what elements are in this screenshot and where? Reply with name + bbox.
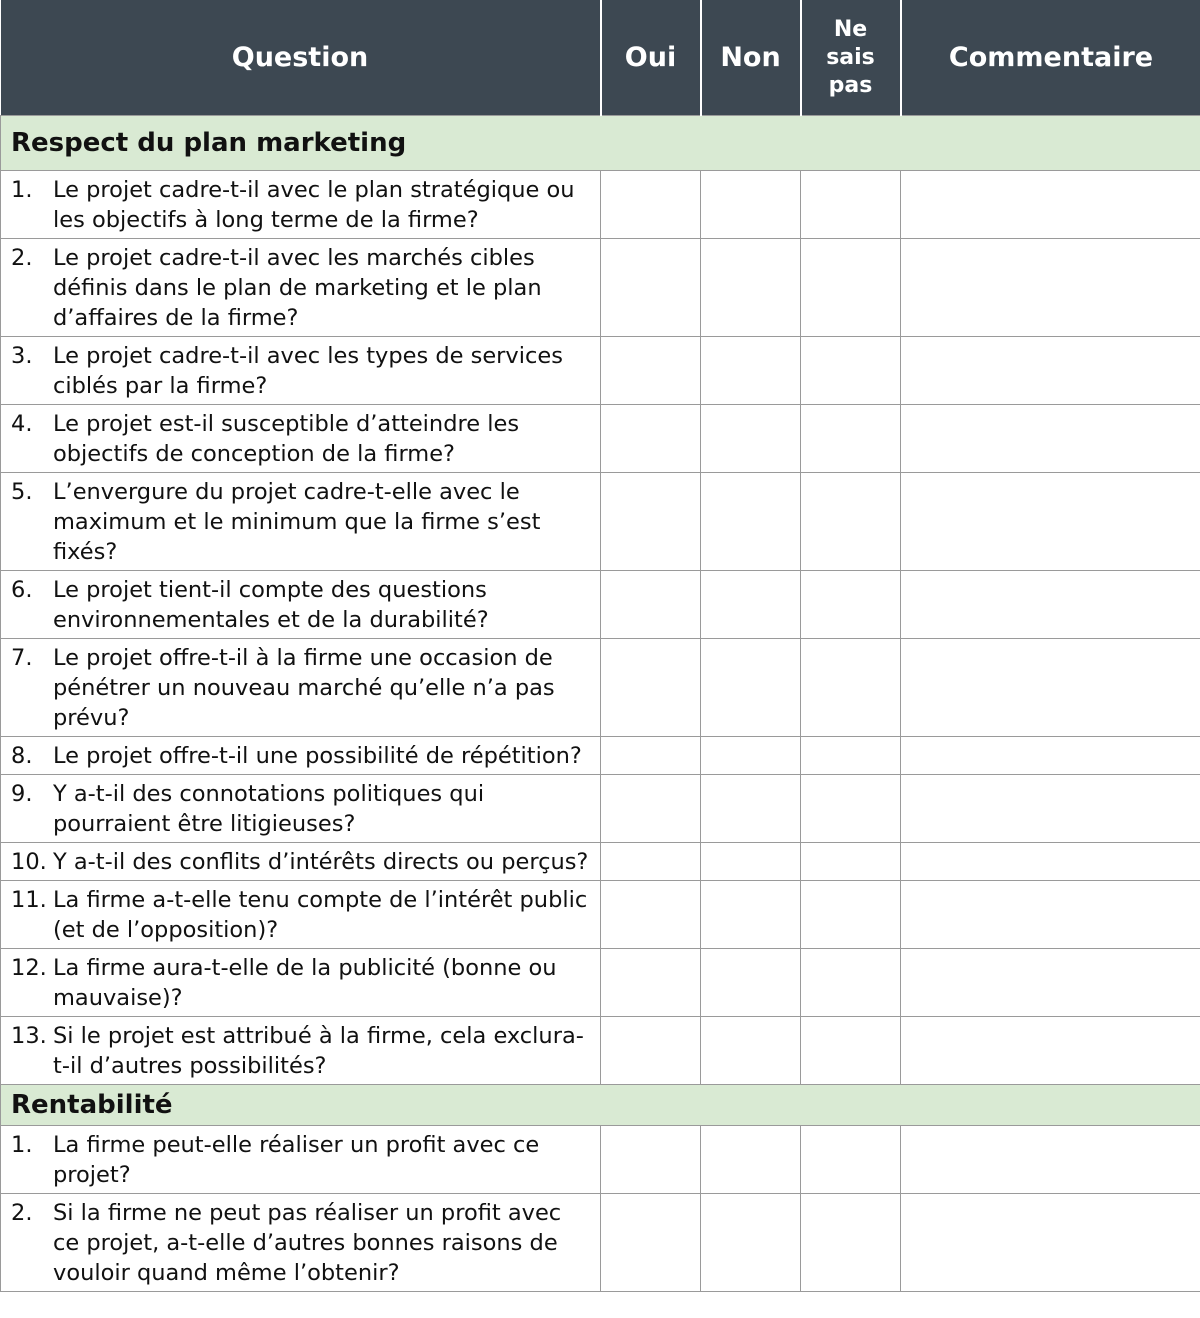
- commentaire-cell[interactable]: [901, 1017, 1200, 1085]
- non-cell[interactable]: [701, 639, 801, 737]
- question-text: Y a-t-il des connotations politiques qui pourraient être litigieuses?: [53, 781, 485, 837]
- oui-cell[interactable]: [601, 405, 701, 473]
- oui-cell[interactable]: [601, 1017, 701, 1085]
- question-row: [1, 239, 1200, 337]
- question-cell: [1, 171, 601, 239]
- question-text: La firme a-t-elle tenu compte de l’intérêt public (et de l’opposition)?: [53, 887, 588, 943]
- ne-sais-pas-cell[interactable]: [801, 405, 901, 473]
- ne-sais-pas-cell[interactable]: [801, 473, 901, 571]
- non-cell[interactable]: [701, 239, 801, 337]
- oui-cell[interactable]: [601, 1126, 701, 1194]
- ne-sais-pas-cell[interactable]: [801, 1126, 901, 1194]
- commentaire-cell[interactable]: [901, 775, 1200, 843]
- section-title: Rentabilité: [1, 1085, 1200, 1126]
- question-number: 5.: [11, 479, 33, 505]
- question-number: 13.: [11, 1023, 47, 1049]
- question-text: Y a-t-il des conflits d’intérêts directs ou perçus?: [53, 849, 589, 875]
- oui-cell[interactable]: [601, 171, 701, 239]
- ne-sais-pas-cell[interactable]: [801, 843, 901, 881]
- question-text: Si la firme ne peut pas réaliser un profit avec ce projet, a-t-elle d’autres bonnes raisons de vouloir quand même l’obtenir?: [53, 1200, 562, 1286]
- question-number: 1.: [11, 1132, 33, 1158]
- question-row: [1, 405, 1200, 473]
- commentaire-cell[interactable]: [901, 639, 1200, 737]
- non-cell[interactable]: [701, 473, 801, 571]
- section-title: Respect du plan marketing: [1, 116, 1200, 171]
- question-number: 4.: [11, 411, 33, 437]
- question-text: L’envergure du projet cadre-t-elle avec le maximum et le minimum que la firme s’est fixés?: [53, 479, 541, 565]
- header-oui: Oui: [601, 0, 701, 116]
- question-cell: [1, 843, 601, 881]
- ne-sais-pas-cell[interactable]: [801, 337, 901, 405]
- ne-sais-pas-cell[interactable]: [801, 775, 901, 843]
- ne-sais-pas-cell[interactable]: [801, 571, 901, 639]
- question-text: Le projet tient-il compte des questions environnementales et de la durabilité?: [53, 577, 489, 633]
- question-row: [1, 1194, 1200, 1292]
- question-text: Le projet cadre-t-il avec les marchés cibles définis dans le plan de marketing et le plan d’affaires de la firme?: [53, 245, 542, 331]
- question-cell: [1, 1017, 601, 1085]
- non-cell[interactable]: [701, 1126, 801, 1194]
- header-commentaire: Commentaire: [901, 0, 1200, 116]
- question-number: 10.: [11, 849, 47, 875]
- question-number: 12.: [11, 955, 47, 981]
- question-text: Le projet offre-t-il une possibilité de répétition?: [53, 743, 582, 769]
- commentaire-cell[interactable]: [901, 737, 1200, 775]
- header-ne-sais-pas-line-2: sais: [826, 44, 875, 70]
- oui-cell[interactable]: [601, 775, 701, 843]
- oui-cell[interactable]: [601, 473, 701, 571]
- question-cell: [1, 1194, 601, 1292]
- header-question: Question: [1, 0, 601, 116]
- oui-cell[interactable]: [601, 881, 701, 949]
- table-header: [1, 0, 1200, 116]
- commentaire-cell[interactable]: [901, 843, 1200, 881]
- question-cell: [1, 571, 601, 639]
- ne-sais-pas-cell[interactable]: [801, 1194, 901, 1292]
- oui-cell[interactable]: [601, 337, 701, 405]
- commentaire-cell[interactable]: [901, 239, 1200, 337]
- commentaire-cell[interactable]: [901, 473, 1200, 571]
- table-body: [1, 116, 1200, 1292]
- question-row: [1, 639, 1200, 737]
- question-row: [1, 881, 1200, 949]
- question-row: [1, 171, 1200, 239]
- non-cell[interactable]: [701, 405, 801, 473]
- oui-cell[interactable]: [601, 571, 701, 639]
- question-row: [1, 337, 1200, 405]
- question-number: 2.: [11, 1200, 33, 1226]
- oui-cell[interactable]: [601, 949, 701, 1017]
- oui-cell[interactable]: [601, 737, 701, 775]
- non-cell[interactable]: [701, 337, 801, 405]
- non-cell[interactable]: [701, 775, 801, 843]
- question-cell: [1, 949, 601, 1017]
- non-cell[interactable]: [701, 1017, 801, 1085]
- question-row: [1, 843, 1200, 881]
- commentaire-cell[interactable]: [901, 881, 1200, 949]
- non-cell[interactable]: [701, 843, 801, 881]
- header-ne-sais-pas-line-1: Ne: [833, 16, 868, 42]
- non-cell[interactable]: [701, 737, 801, 775]
- oui-cell[interactable]: [601, 639, 701, 737]
- question-cell: [1, 239, 601, 337]
- commentaire-cell[interactable]: [901, 571, 1200, 639]
- question-row: [1, 473, 1200, 571]
- question-number: 7.: [11, 645, 33, 671]
- commentaire-cell[interactable]: [901, 1126, 1200, 1194]
- question-cell: [1, 881, 601, 949]
- question-row: [1, 1126, 1200, 1194]
- question-row: [1, 775, 1200, 843]
- non-cell[interactable]: [701, 881, 801, 949]
- commentaire-cell[interactable]: [901, 949, 1200, 1017]
- question-number: 9.: [11, 781, 33, 807]
- oui-cell[interactable]: [601, 1194, 701, 1292]
- question-text: Le projet cadre-t-il avec les types de services ciblés par la firme?: [53, 343, 563, 399]
- commentaire-cell[interactable]: [901, 1194, 1200, 1292]
- question-text: Le projet cadre-t-il avec le plan stratégique ou les objectifs à long terme de la firme?: [53, 177, 575, 233]
- ne-sais-pas-cell[interactable]: [801, 881, 901, 949]
- question-text: Si le projet est attribué à la firme, cela exclura-t-il d’autres possibilités?: [53, 1023, 584, 1079]
- question-row: [1, 949, 1200, 1017]
- question-number: 8.: [11, 743, 33, 769]
- ne-sais-pas-cell[interactable]: [801, 239, 901, 337]
- question-cell: [1, 639, 601, 737]
- question-number: 11.: [11, 887, 47, 913]
- question-row: [1, 571, 1200, 639]
- header-ne-sais-pas-line-3: pas: [828, 72, 873, 98]
- question-cell: [1, 1126, 601, 1194]
- non-cell[interactable]: [701, 571, 801, 639]
- question-number: 3.: [11, 343, 33, 369]
- question-number: 2.: [11, 245, 33, 271]
- commentaire-cell[interactable]: [901, 405, 1200, 473]
- oui-cell[interactable]: [601, 239, 701, 337]
- ne-sais-pas-cell[interactable]: [801, 171, 901, 239]
- question-cell: [1, 473, 601, 571]
- question-cell: [1, 337, 601, 405]
- question-text: La firme aura-t-elle de la publicité (bonne ou mauvaise)?: [53, 955, 557, 1011]
- question-cell: [1, 775, 601, 843]
- question-row: [1, 737, 1200, 775]
- question-number: 1.: [11, 177, 33, 203]
- question-cell: [1, 737, 601, 775]
- header-non: Non: [701, 0, 801, 116]
- commentaire-cell[interactable]: [901, 337, 1200, 405]
- question-row: [1, 1017, 1200, 1085]
- oui-cell[interactable]: [601, 843, 701, 881]
- question-text: Le projet est-il susceptible d’atteindre les objectifs de conception de la firme?: [53, 411, 520, 467]
- section-row: [1, 1085, 1200, 1126]
- ne-sais-pas-cell[interactable]: [801, 1017, 901, 1085]
- non-cell[interactable]: [701, 1194, 801, 1292]
- question-cell: [1, 405, 601, 473]
- header-ne-sais-pas: [801, 0, 901, 116]
- question-text: La firme peut-elle réaliser un profit avec ce projet?: [53, 1132, 540, 1188]
- non-cell[interactable]: [701, 949, 801, 1017]
- ne-sais-pas-cell[interactable]: [801, 949, 901, 1017]
- ne-sais-pas-cell[interactable]: [801, 737, 901, 775]
- non-cell[interactable]: [701, 171, 801, 239]
- section-row: [1, 116, 1200, 171]
- commentaire-cell[interactable]: [901, 171, 1200, 239]
- ne-sais-pas-cell[interactable]: [801, 639, 901, 737]
- question-number: 6.: [11, 577, 33, 603]
- question-text: Le projet offre-t-il à la firme une occasion de pénétrer un nouveau marché qu’elle n’a pas prévu?: [53, 645, 555, 731]
